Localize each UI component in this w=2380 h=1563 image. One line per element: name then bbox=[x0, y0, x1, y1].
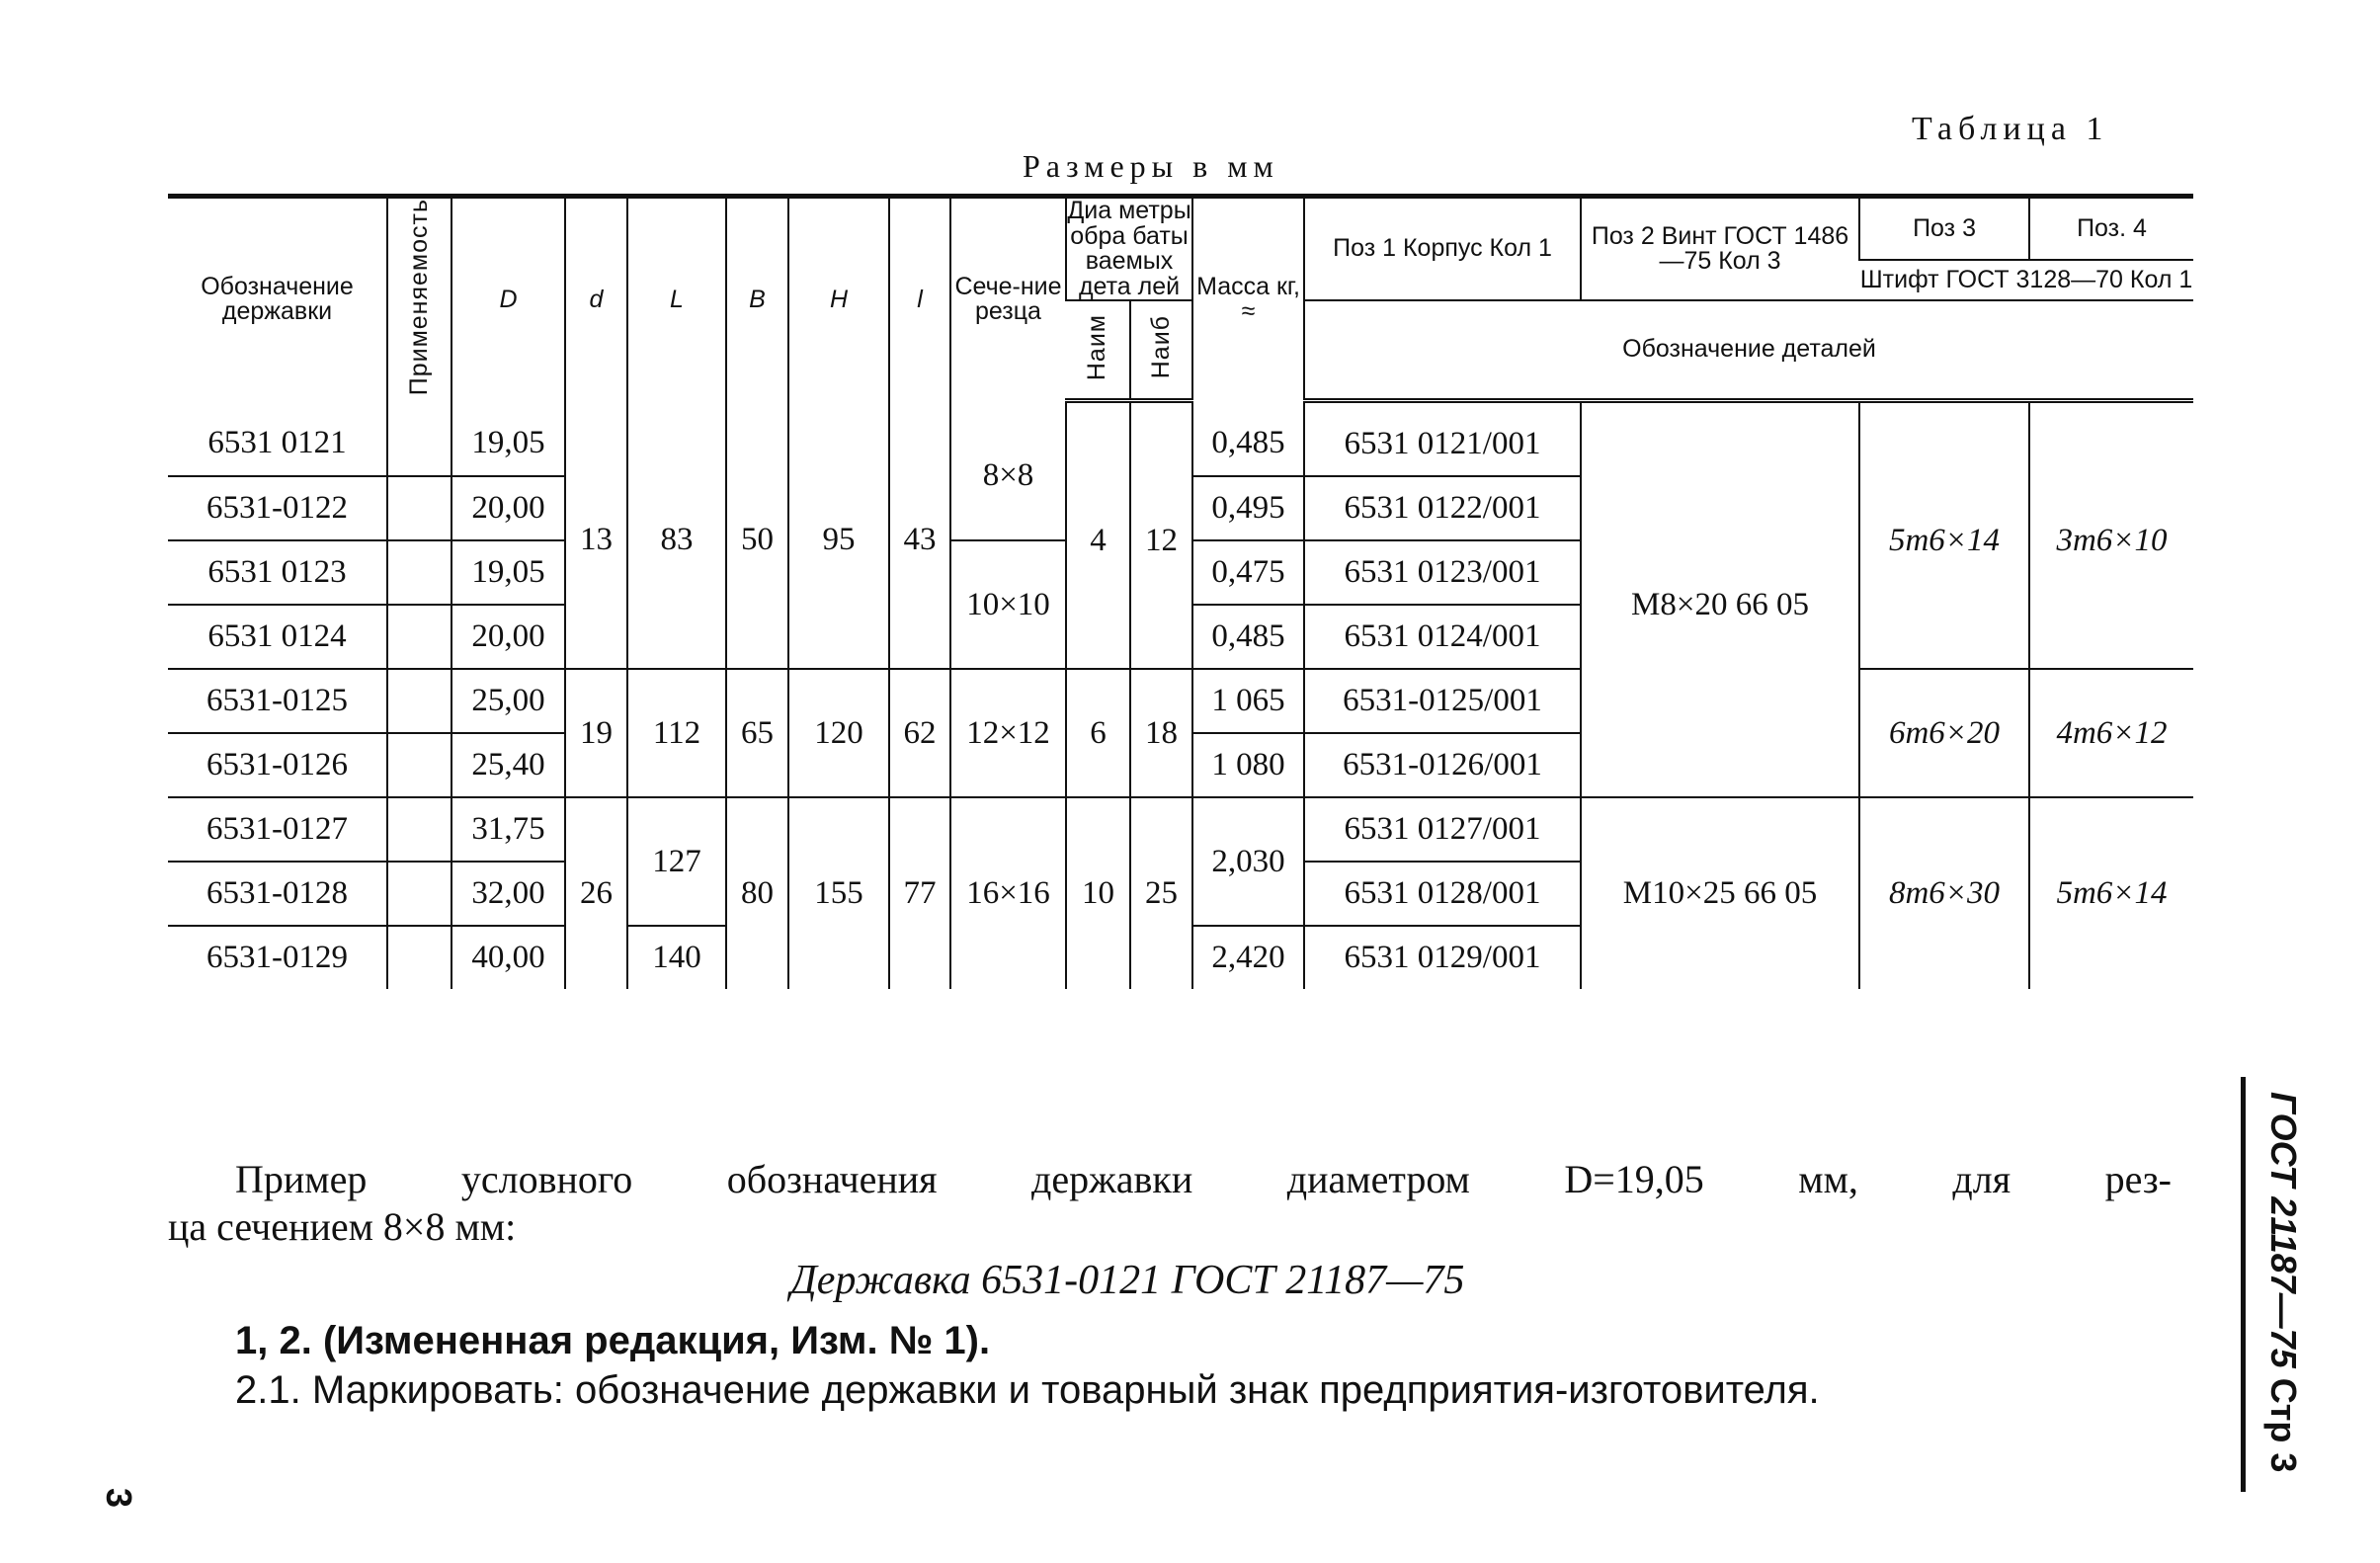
cell-applicability bbox=[387, 476, 451, 540]
cell-mass: 1 080 bbox=[1192, 733, 1304, 797]
cell-H: 120 bbox=[788, 669, 889, 797]
col-min: Наим bbox=[1066, 300, 1130, 401]
cell-H: 95 bbox=[788, 401, 889, 670]
cell-mass: 2,030 bbox=[1192, 797, 1304, 926]
cell-pin4: 5m6×14 bbox=[2029, 797, 2193, 989]
cell-pin3: 5m6×14 bbox=[1859, 401, 2029, 670]
side-standard: ГОСТ 21187—75 bbox=[2263, 1092, 2304, 1368]
cell-L: 140 bbox=[627, 926, 726, 989]
col-pos3: Поз 3 bbox=[1859, 197, 2029, 261]
cell-D: 19,05 bbox=[451, 401, 565, 477]
cell-section: 8×8 bbox=[950, 401, 1066, 541]
cell-B: 65 bbox=[726, 669, 788, 797]
cell-mass: 1 065 bbox=[1192, 669, 1304, 733]
table-row bbox=[168, 797, 2193, 862]
cell-applicability bbox=[387, 669, 451, 733]
cell-applicability bbox=[387, 605, 451, 669]
cell-designation: 6531-0125 bbox=[168, 669, 387, 733]
col-D: D bbox=[451, 197, 565, 401]
col-designation: Обозначение державки bbox=[201, 272, 354, 326]
cell-designation: 6531-0129 bbox=[206, 940, 348, 976]
cell-D: 32,00 bbox=[451, 862, 565, 926]
cell-body: 6531 0122/001 bbox=[1304, 476, 1581, 540]
col-pos2: Поз 2 Винт ГОСТ 1486—75 Кол 3 bbox=[1581, 197, 1859, 301]
cell-mass: 2,420 bbox=[1192, 926, 1304, 989]
cell-D: 19,05 bbox=[451, 540, 565, 605]
cell-applicability bbox=[387, 797, 451, 862]
col-L: L bbox=[627, 197, 726, 401]
cell-B: 50 bbox=[726, 401, 788, 670]
col-H: H bbox=[788, 197, 889, 401]
cell-screw: M8×20 66 05 bbox=[1581, 401, 1859, 798]
designation-example: Державка 6531-0121 ГОСТ 21187—75 bbox=[790, 1258, 1465, 1303]
cell-pin4: 3m6×10 bbox=[2029, 401, 2193, 670]
cell-body: 6531 0127/001 bbox=[1304, 797, 1581, 862]
cell-B: 80 bbox=[726, 797, 788, 989]
col-applicability: Применяемость bbox=[387, 197, 451, 401]
page-number: 3 bbox=[99, 1487, 140, 1509]
side-page-label: Стр 3 bbox=[2263, 1377, 2304, 1473]
col-mass: Масса кг, ≈ bbox=[1192, 197, 1304, 401]
cell-max: 18 bbox=[1130, 669, 1192, 797]
cell-mass: 0,485 bbox=[1192, 401, 1304, 477]
cell-D: 20,00 bbox=[451, 605, 565, 669]
cell-designation: 6531-0128 bbox=[168, 862, 387, 926]
marking-clause: 2.1. Маркировать: обозначение державки и товарный знак предприятия-изготовителя. bbox=[235, 1368, 1820, 1412]
cell-D: 25,40 bbox=[451, 733, 565, 797]
cell-d: 19 bbox=[565, 669, 627, 797]
cell-L: 83 bbox=[627, 401, 726, 670]
cell-section: 12×12 bbox=[950, 669, 1066, 797]
cell-body: 6531 0121/001 bbox=[1304, 401, 1581, 477]
cell-applicability bbox=[387, 401, 451, 477]
cell-applicability bbox=[387, 926, 451, 989]
cell-d: 26 bbox=[565, 797, 627, 989]
cell-min: 4 bbox=[1066, 401, 1130, 670]
col-d: d bbox=[565, 197, 627, 401]
cell-body: 6531 0129/001 bbox=[1304, 926, 1581, 989]
cell-applicability bbox=[387, 540, 451, 605]
units-caption: Размеры в мм bbox=[1023, 148, 1279, 184]
cell-max: 25 bbox=[1130, 797, 1192, 989]
cell-D: 20,00 bbox=[451, 476, 565, 540]
cell-max: 12 bbox=[1130, 401, 1192, 670]
cell-screw: M10×25 66 05 bbox=[1581, 797, 1859, 989]
col-section: Сече-ние резца bbox=[950, 197, 1066, 401]
table-number: Таблица 1 bbox=[1912, 111, 2109, 147]
cell-H: 155 bbox=[788, 797, 889, 989]
col-pin: Штифт ГОСТ 3128—70 Кол 1 bbox=[1859, 260, 2193, 300]
cell-D: 25,00 bbox=[451, 669, 565, 733]
cell-designation: 6531-0127 bbox=[168, 797, 387, 862]
cell-min: 10 bbox=[1066, 797, 1130, 989]
cell-D: 40,00 bbox=[451, 926, 565, 989]
example-line-2: ца сечением 8×8 мм: bbox=[168, 1204, 517, 1249]
cell-L: 127 bbox=[627, 797, 726, 926]
cell-body: 6531 0128/001 bbox=[1304, 862, 1581, 926]
cell-body: 6531-0125/001 bbox=[1304, 669, 1581, 733]
cell-l: 43 bbox=[889, 401, 950, 670]
cell-section: 10×10 bbox=[950, 540, 1066, 669]
col-max: Наиб bbox=[1130, 300, 1192, 401]
cell-body: 6531 0123/001 bbox=[1304, 540, 1581, 605]
cell-designation: 6531 0121 bbox=[168, 401, 387, 477]
cell-designation: 6531 0123 bbox=[168, 540, 387, 605]
cell-L: 112 bbox=[627, 669, 726, 797]
example-line-1: Пример условного обозначения державки диаметром D=19,05 мм, для рез- bbox=[235, 1157, 2172, 1201]
cell-min: 6 bbox=[1066, 669, 1130, 797]
cell-designation: 6531-0126 bbox=[168, 733, 387, 797]
cell-body: 6531 0124/001 bbox=[1304, 605, 1581, 669]
dimensions-table bbox=[168, 194, 2193, 989]
col-pos1: Поз 1 Корпус Кол 1 bbox=[1304, 197, 1581, 301]
table-row bbox=[168, 669, 2193, 733]
table-row bbox=[168, 401, 2193, 477]
cell-mass: 0,475 bbox=[1192, 540, 1304, 605]
cell-pin3: 8m6×30 bbox=[1859, 797, 2029, 989]
cell-body: 6531-0126/001 bbox=[1304, 733, 1581, 797]
cell-designation: 6531 0124 bbox=[168, 605, 387, 669]
col-pos4: Поз. 4 bbox=[2029, 197, 2193, 261]
cell-mass: 0,485 bbox=[1192, 605, 1304, 669]
cell-d: 13 bbox=[565, 401, 627, 670]
cell-applicability bbox=[387, 862, 451, 926]
col-diameters: Диа метры обра баты ваемых дета лей bbox=[1067, 197, 1191, 300]
col-l: l bbox=[889, 197, 950, 401]
cell-pin3: 6m6×20 bbox=[1859, 669, 2029, 797]
amendment-note: 1, 2. (Измененная редакция, Изм. № 1). bbox=[235, 1319, 991, 1362]
cell-pin4: 4m6×12 bbox=[2029, 669, 2193, 797]
cell-section: 16×16 bbox=[950, 797, 1066, 989]
side-header bbox=[2245, 1092, 2304, 1497]
cell-D: 31,75 bbox=[451, 797, 565, 862]
cell-designation: 6531-0122 bbox=[168, 476, 387, 540]
cell-l: 77 bbox=[889, 797, 950, 989]
col-parts: Обозначение деталей bbox=[1304, 300, 2193, 401]
cell-l: 62 bbox=[889, 669, 950, 797]
cell-applicability bbox=[387, 733, 451, 797]
col-B: B bbox=[726, 197, 788, 401]
cell-mass: 0,495 bbox=[1192, 476, 1304, 540]
